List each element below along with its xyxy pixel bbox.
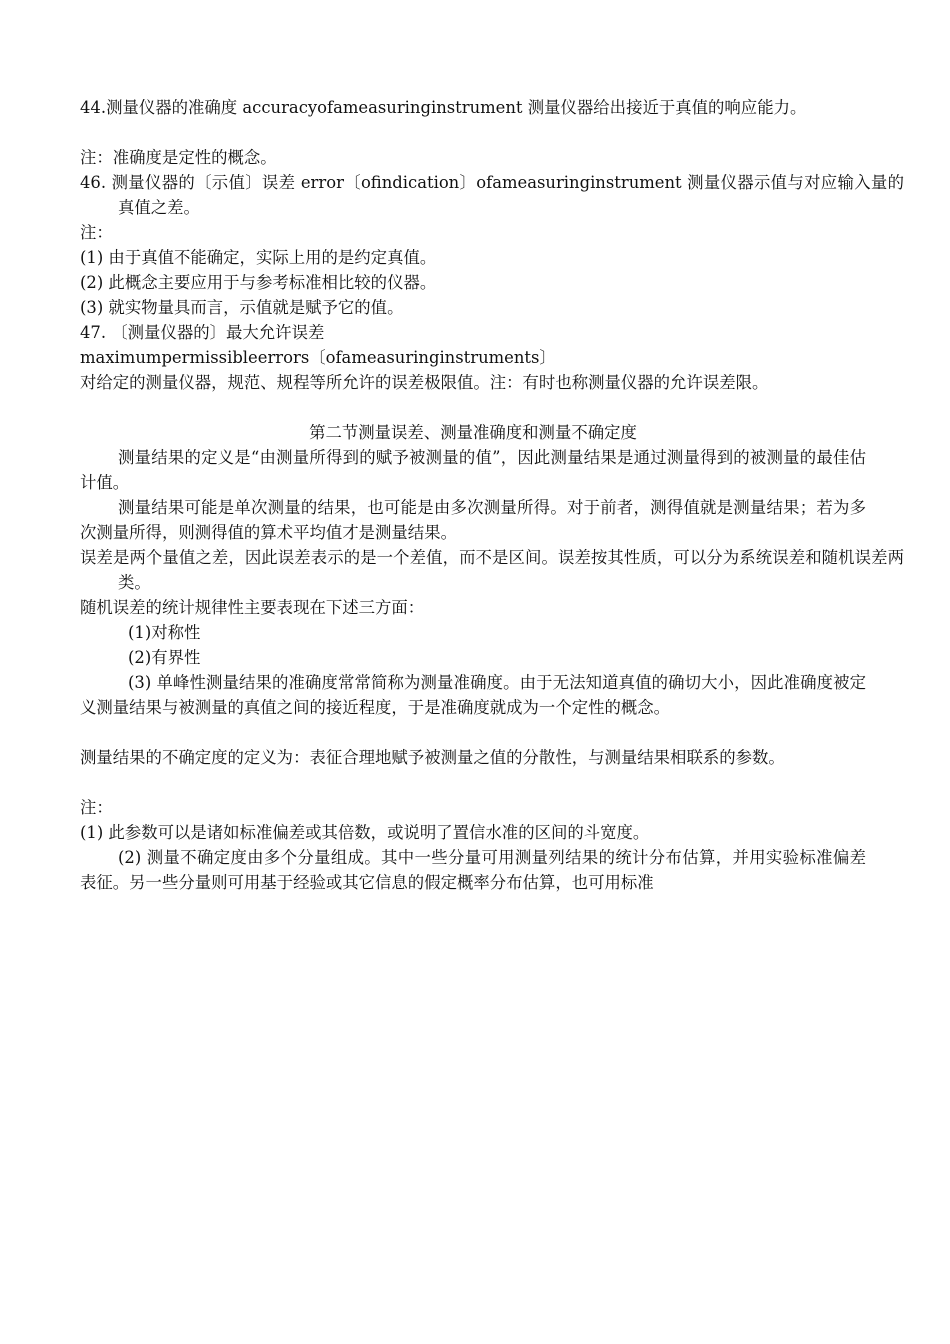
note-item-2: (2) 此概念主要应用于与参考标准相比较的仪器。 [80, 273, 437, 292]
item-47-definition: 对给定的测量仪器，规范、规程等所允许的误差极限值。注：有时也称测量仪器的允许误差限。 [80, 373, 769, 392]
note-label-2: 注： [80, 798, 113, 817]
item-47-max-permissible-error: 47. 〔测量仪器的〕最大允许误差 [80, 323, 325, 342]
section-heading: 第二节测量误差、测量准确度和测量不确定度 [309, 423, 637, 442]
list-symmetry: (1)对称性 [128, 623, 201, 642]
note-item-3: (3) 就实物量具而言，示值就是赋予它的值。 [80, 298, 404, 317]
item-44-accuracy: 44.测量仪器的准确度 accuracyofameasuringinstrument 测量仪器给出接近于真值的响应能力。 [80, 98, 807, 117]
note-label: 注： [80, 223, 113, 242]
paragraph-random-error: 随机误差的统计规律性主要表现在下述三方面： [80, 598, 425, 617]
note-uncertainty-1: (1) 此参数可以是诸如标准偏差或其倍数，或说明了置信水准的区间的斗宽度。 [80, 823, 650, 842]
note-accuracy: 注：准确度是定性的概念。 [80, 148, 277, 167]
item-47-english-term: maximumpermissibleerrors〔ofameasuringinstruments〕 [80, 348, 556, 367]
paragraph-unimodal-accuracy: (3) 单峰性测量结果的准确度常常简称为测量准确度。由于无法知道真值的确切大小，因此准确度被定义测量结果与被测量的真值之间的接近程度，于是准确度就成为一个定性的概念。 [80, 673, 866, 717]
paragraph-uncertainty-definition: 测量结果的不确定度的定义为：表征合理地赋予被测量之值的分散性，与测量结果相联系的参数。 [80, 748, 785, 767]
list-boundedness: (2)有界性 [128, 648, 201, 667]
paragraph-error-definition: 误差是两个量值之差，因此误差表示的是一个差值，而不是区间。误差按其性质，可以分为系统误差和随机误差两类。 [80, 548, 904, 592]
paragraph-single-multiple: 测量结果可能是单次测量的结果，也可能是由多次测量所得。对于前者，测得值就是测量结果；若为多次测量所得，则测得值的算术平均值才是测量结果。 [80, 498, 866, 542]
paragraph-result-definition: 测量结果的定义是“由测量所得到的赋予被测量的值”，因此测量结果是通过测量得到的被测量的最佳估计值。 [80, 448, 866, 492]
item-46-indication-error: 46. 测量仪器的〔示值〕误差 error〔ofindication〕ofameasuringinstrument 测量仪器示值与对应输入量的真值之差。 [80, 173, 904, 217]
note-item-1: (1) 由于真值不能确定，实际上用的是约定真值。 [80, 248, 437, 267]
note-uncertainty-2: (2) 测量不确定度由多个分量组成。其中一些分量可用测量列结果的统计分布估算，并用实验标准偏差表征。另一些分量则可用基于经验或其它信息的假定概率分布估算，也可用标准 [80, 848, 866, 892]
